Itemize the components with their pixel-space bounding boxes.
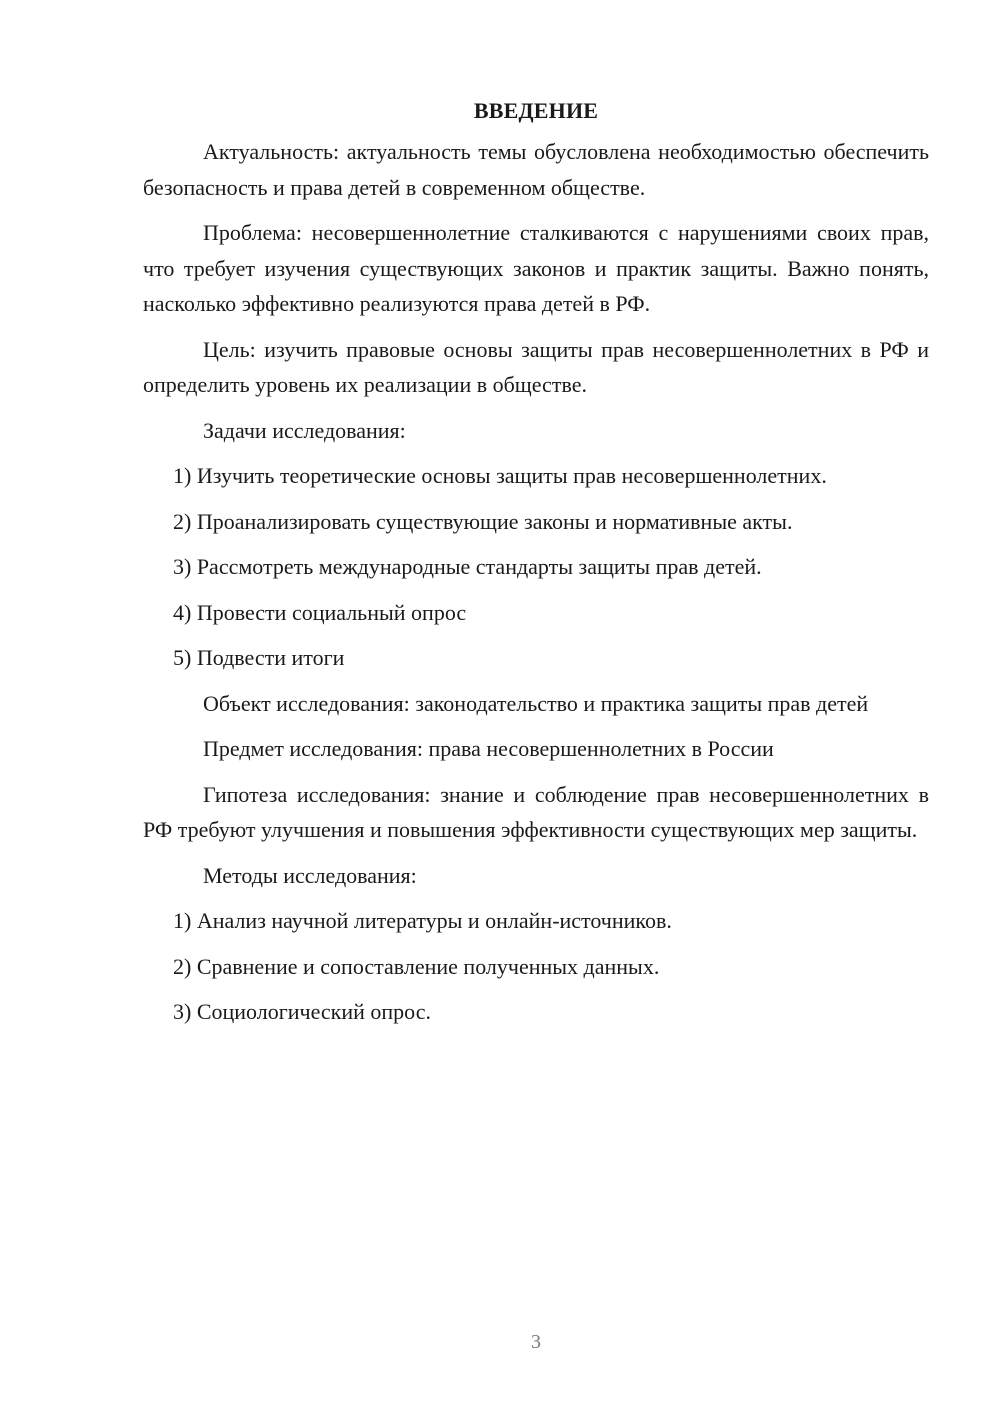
list-item: 5) Подвести итоги: [173, 645, 345, 670]
page-number: 3: [531, 1331, 541, 1353]
paragraph-methods-heading: Методы исследования:: [203, 862, 417, 888]
list-item: 1) Изучить теоретические основы защиты прав несовершеннолетних.: [173, 463, 827, 488]
list-item: 2) Проанализировать существующие законы и нормативные акты.: [173, 508, 793, 534]
page-content: [143, 94, 929, 1040]
list-item: 4) Провести социальный опрос: [173, 599, 467, 625]
tasks-list: [143, 458, 929, 676]
list-item: 3) Социологический опрос.: [173, 999, 431, 1024]
paragraph-goal: Цель: изучить правовые основы защиты прав несовершеннолетних в РФ и определить уровень их реализации в обществе.: [143, 336, 929, 397]
paragraph-subject: Предмет исследования: права несовершеннолетних в России: [203, 736, 774, 761]
list-item: 2) Сравнение и сопоставление полученных данных.: [173, 953, 660, 979]
paragraph-relevance: Актуальность: актуальность темы обусловлена необходимостью обеспечить безопасность и права детей в современном обществе.: [143, 139, 929, 200]
list-item: 1) Анализ научной литературы и онлайн-источников.: [173, 908, 672, 933]
page-title: ВВЕДЕНИЕ: [473, 98, 599, 123]
paragraph-tasks-heading: Задачи исследования:: [203, 417, 406, 443]
list-item: 3) Рассмотреть международные стандарты защиты прав детей.: [173, 554, 762, 579]
paragraph-object: Объект исследования: законодательство и практика защиты прав детей: [203, 690, 869, 716]
paragraph-problem: Проблема: несовершеннолетние сталкиваются с нарушениями своих прав, что требует изучения существующих законов и практик защиты. Важно понять, насколько эффективно реализуются права детей в РФ.: [143, 220, 929, 316]
methods-list: [143, 903, 929, 1030]
paragraph-hypothesis: Гипотеза исследования: знание и соблюдение прав несовершеннолетних в РФ требуют улучшения и повышения эффективности существующих мер защиты.: [143, 781, 929, 842]
